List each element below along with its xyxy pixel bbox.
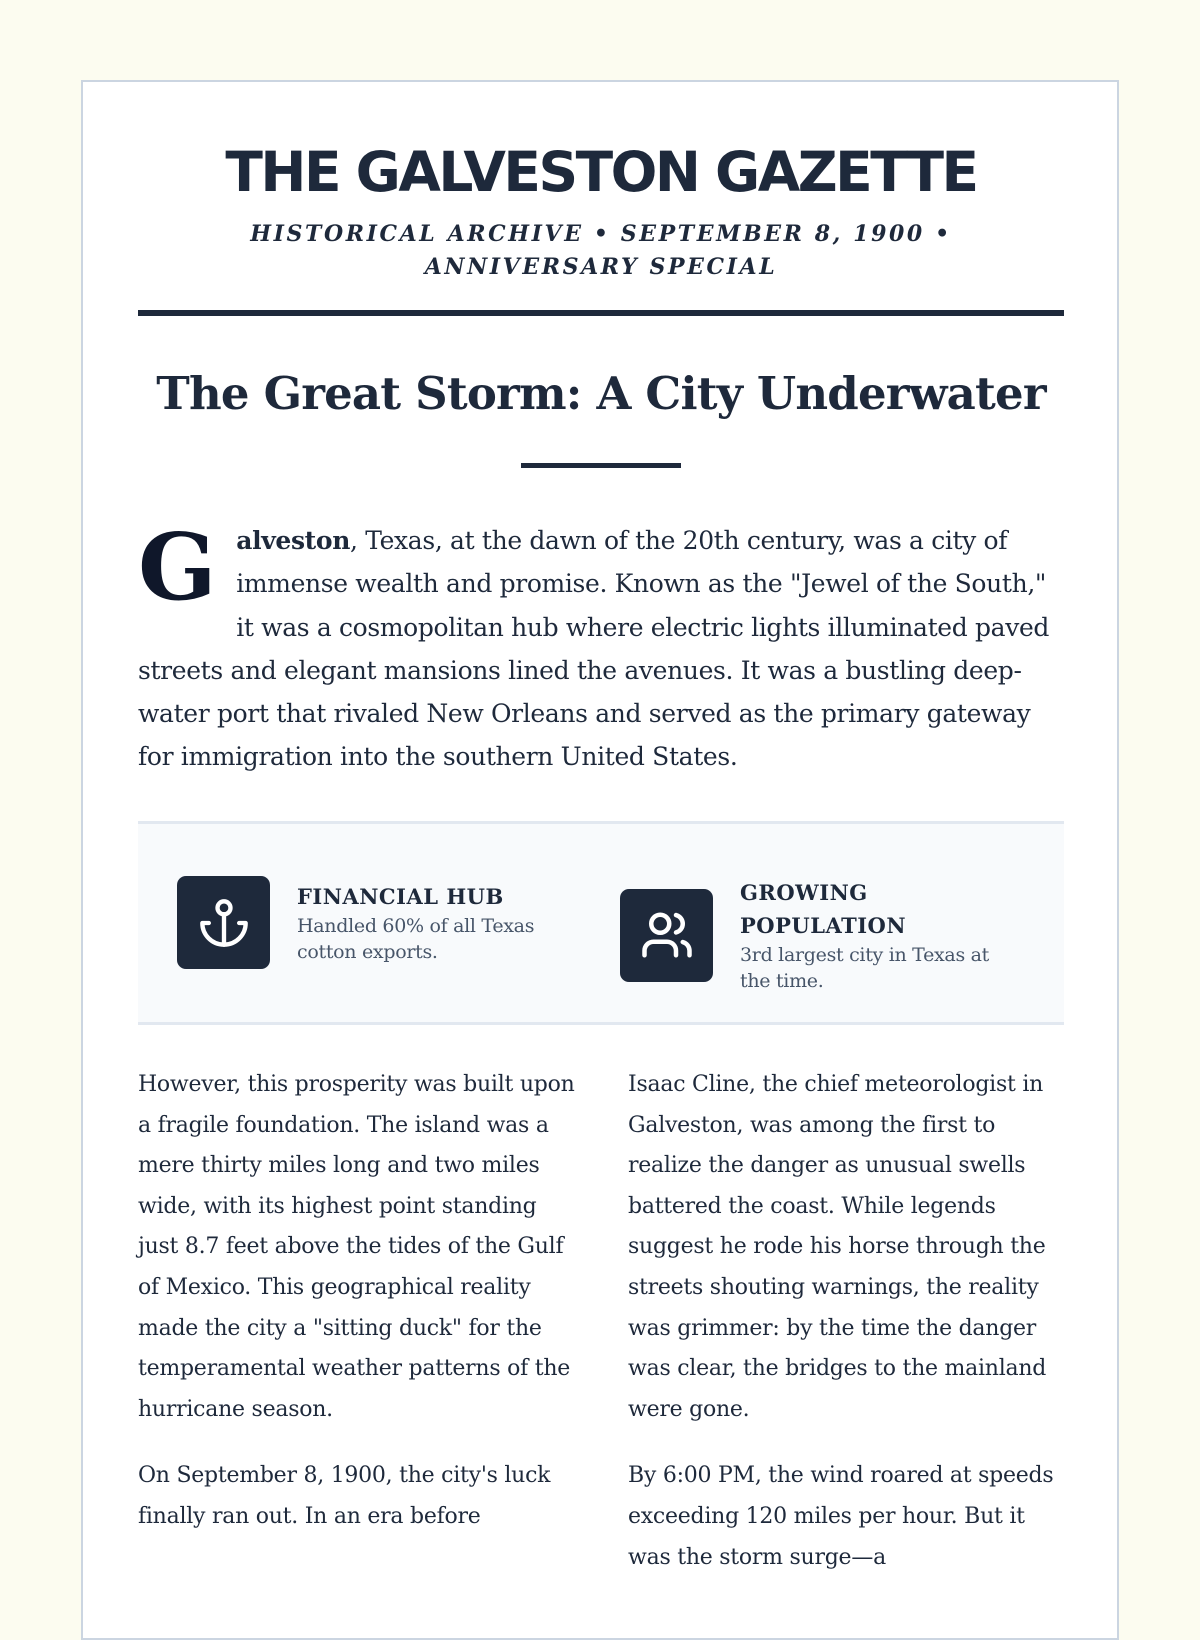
body-paragraph: By 6:00 PM, the wind roared at speeds exceeding 120 miles per hour. But it was the storm surge—a [628, 1463, 1054, 1570]
masthead-title: THE GALVESTON GAZETTE [225, 140, 977, 204]
facts-panel [138, 821, 1064, 1025]
body-paragraph: Isaac Cline, the chief meteorologist in Galveston, was among the first to realize the danger as unusual swells battered the coast. While legends suggest he rode his horse through the streets shouting warnings, the reality was grimmer: by the time the danger was clear, the bridges to the mainland were gone. [628, 1072, 1047, 1422]
headline-divider [521, 463, 681, 468]
fact-description: 3rd largest city in Texas at the time. [740, 944, 990, 992]
article-column-right [628, 1065, 1068, 1604]
lead-bold-word: alveston [236, 526, 351, 555]
fact-title: FINANCIAL HUB [297, 884, 504, 909]
fact-financial-hub [177, 876, 547, 969]
newspaper-page [81, 80, 1119, 1640]
fact-title: GROWING POPULATION [740, 880, 907, 938]
fact-growing-population [620, 876, 990, 994]
body-paragraph: However, this prosperity was built upon a fragile foundation. The island was a mere thirty miles long and two miles wide, with its highest point standing just 8.7 feet above the tides of the Gulf of Mexico. This geographical reality made the city a "sitting duck" for the temperamental weather patterns of the hurricane season. [138, 1072, 575, 1422]
masthead-subtitle: HISTORICAL ARCHIVE • SEPTEMBER 8, 1900 • ANNIVERSARY SPECIAL [250, 221, 952, 280]
lead-text: , Texas, at the dawn of the 20th century, was a city of immense wealth and promise. Known as the "Jewel of the South," it was a cosmopolitan hub where electric lights illuminated paved streets and elegant mansions lined the avenues. It was a bustling deep-water port that rivaled New Orleans and served as the primary gateway for immigration into the southern United States. [138, 526, 1050, 772]
masthead-divider [138, 310, 1064, 316]
fact-description: Handled 60% of all Texas cotton exports. [297, 915, 535, 963]
article-column-left [138, 1065, 578, 1564]
article-headline: The Great Storm: A City Underwater [156, 367, 1046, 420]
drop-cap: G [138, 513, 217, 621]
users-icon [620, 889, 713, 982]
lead-paragraph [138, 513, 1064, 779]
body-paragraph: On September 8, 1900, the city's luck finally ran out. In an era before [138, 1463, 551, 1529]
anchor-icon [177, 876, 270, 969]
